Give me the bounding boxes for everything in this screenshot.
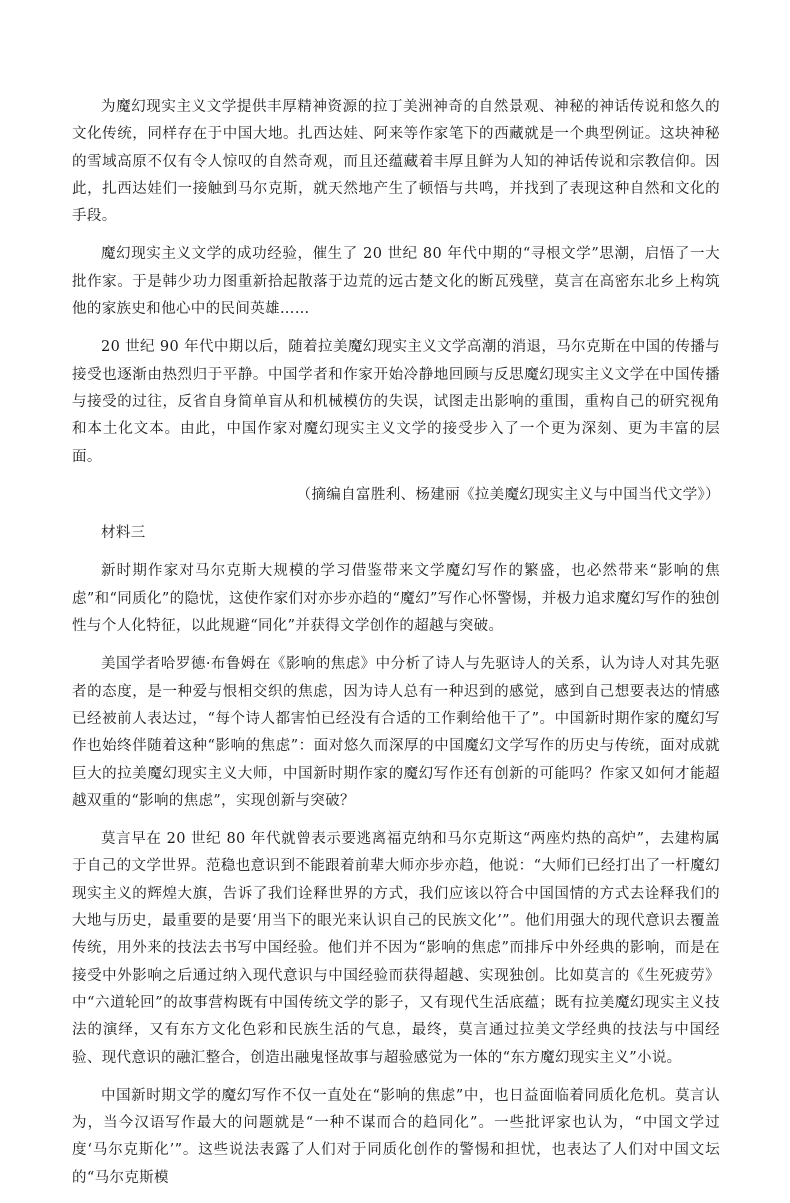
paragraph-root-seeking-literature: 魔幻现实主义文学的成功经验，催生了 20 世纪 80 年代中期的“寻根文学”思潮，启悟了一大批作家。于是韩少功力图重新拾起散落于边荒的远古楚文化的断瓦残壁，莫言在高密东北乡上构筑他的家族史和他心中的民间英雄……	[72, 246, 720, 318]
paragraph-new-era-writers: 新时期作家对马尔克斯大规模的学习借鉴带来文学魔幻写作的繁盛，也必然带来“影响的焦虑”和“同质化”的隐忧，这使作家们对亦步亦趋的“魔幻”写作心怀警惕，并极力追求魔幻写作的独创性与个人化特征，以此规避“同化”并获得文学创作的超越与突破。	[72, 563, 720, 635]
document-body	[72, 94, 720, 1203]
paragraph-anxiety-of-influence: 美国学者哈罗德·布鲁姆在《影响的焦虑》中分析了诗人与先驱诗人的关系，认为诗人对其先驱者的态度，是一种爱与恨相交织的焦虑，因为诗人总有一种迟到的感觉，感到自己想要表达的情感已经被前人表达过，“每个诗人都害怕已经没有合适的工作剩给他干了”。中国新时期作家的魔幻写作也始终伴随着这种“影响的焦虑”：面对悠久而深厚的中国魔幻文学写作的历史与传统，面对成就巨大的拉美魔幻现实主义大师，中国新时期作家的魔幻写作还有创新的可能吗？作家又如何才能超越双重的“影响的焦虑”，实现创新与突破？	[72, 656, 720, 809]
paragraph-homogenization-crisis: 中国新时期文学的魔幻写作不仅一直处在“影响的焦虑”中，也日益面临着同质化危机。莫言认为，当今汉语写作最大的问题就是“一种不谋而合的趋同化”。一些批评家也认为，“中国文学过度‘马尔克斯化’”。这些说法表露了人们对于同质化创作的警惕和担忧，也表达了人们对中国文坛的“马尔克斯模	[72, 1087, 720, 1186]
source-citation: （摘编自富胜利、杨建丽《拉美魔幻现实主义与中国当代文学》）	[296, 486, 720, 503]
paragraph-mo-yan-fan-wen: 莫言早在 20 世纪 80 年代就曾表示要逃离福克纳和马尔克斯这“两座灼热的高炉”，去建构属于自己的文学世界。范稳也意识到不能跟着前辈大师亦步亦趋，他说：“大师们已经打出了一杆魔幻现实主义的辉煌大旗，告诉了我们诠释世界的方式，我们应该以符合中国国情的方式去诠释我们的大地与历史，最重要的是要‘用当下的眼光来认识自己的民族文化’”。他们用强大的现代意识去覆盖传统，用外来的技法去书写中国经验。他们并不因为“影响的焦虑”而排斥中外经典的影响，而是在接受中外影响之后通过纳入现代意识与中国经验而获得超越、实现独创。比如莫言的《生死疲劳》中“六道轮回”的故事营构既有中国传统文学的影子，又有现代生活底蕴；既有拉美魔幻现实主义技法的演绎，又有东方文化色彩和民族生活的气息，最终，莫言通过拉美文学经典的技法与中国经验、现代意识的融汇整合，创造出融鬼怪故事与超验感觉为一体的“东方魔幻现实主义”小说。	[72, 831, 720, 1066]
section-heading: 材料三	[101, 525, 146, 542]
paragraph-1990s-reception: 20 世纪 90 年代中期以后，随着拉美魔幻现实主义文学高潮的消退，马尔克斯在中国的传播与接受也逐渐由热烈归于平静。中国学者和作家开始冷静地回顾与反思魔幻现实主义文学在中国传播与接受的过往，反省自身简单盲从和机械模仿的失误，试图走出影响的重围，重构自己的研究视角和本土化文本。由此，中国作家对魔幻现实主义文学的接受步入了一个更为深刻、更为丰富的层面。	[72, 339, 720, 465]
paragraph-natural-resources: 为魔幻现实主义文学提供丰厚精神资源的拉丁美洲神奇的自然景观、神秘的神话传说和悠久的文化传统，同样存在于中国大地。扎西达娃、阿来等作家笔下的西藏就是一个典型例证。这块神秘的雪域高原不仅有令人惊叹的自然奇观，而且还蕴藏着丰厚且鲜为人知的神话传说和宗教信仰。因此，扎西达娃们一接触到马尔克斯，就天然地产生了顿悟与共鸣，并找到了表现这种自然和文化的手段。	[72, 99, 720, 225]
